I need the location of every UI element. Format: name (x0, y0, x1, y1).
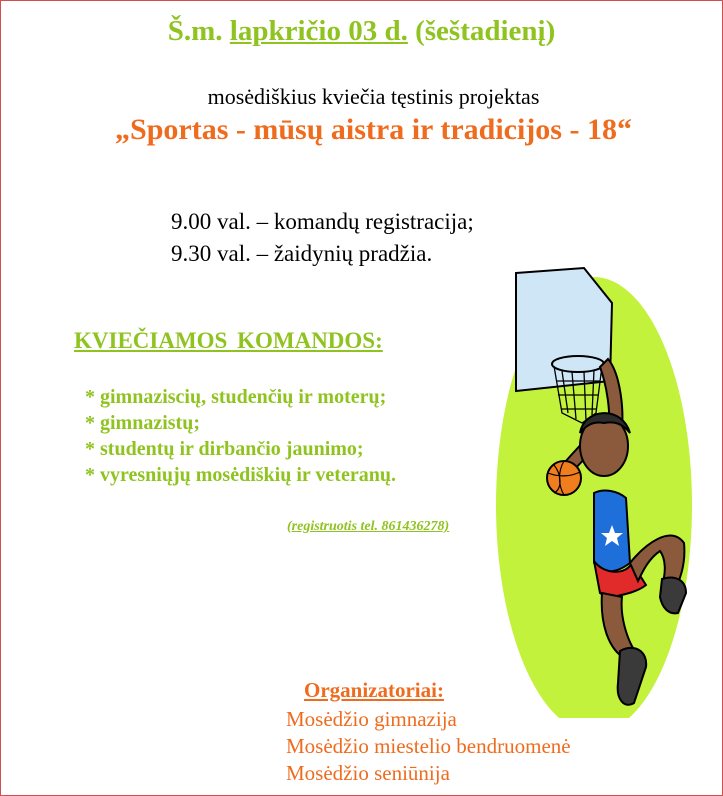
list-item: Mosėdžio miestelio bendruomenė (286, 734, 571, 758)
schedule (171, 206, 474, 270)
list-item: * vyresniųjų mosėdiškių ir veteranų. (85, 464, 396, 486)
basketball-player-illustration (496, 263, 706, 718)
list-item: Mosėdžio seniūnija (286, 761, 450, 785)
list-item: Mosėdžio gimnazija (286, 707, 457, 731)
backboard-shape (516, 268, 612, 391)
teams-list (85, 384, 396, 488)
basketball-shape (547, 461, 581, 495)
list-item: * gimnaziscių, studenčių ir moterų; (85, 386, 387, 408)
date-day: (šeštadienį) (415, 15, 556, 47)
date-prefix: Š.m. (167, 15, 223, 47)
list-item: * studentų ir dirbančio jaunimo; (85, 438, 364, 460)
list-item: * gimnazistų; (85, 412, 200, 434)
organizers-list (286, 706, 571, 787)
date-main: lapkričio 03 d. (229, 15, 408, 47)
registration-note: (registruotis tel. 861436278) (287, 519, 450, 534)
intro-text: mosėdiškius kviečia tęstinis projektas (207, 84, 540, 109)
teams-heading: KVIEČIAMOS KOMANDOS: (74, 328, 383, 353)
shoe-shape (660, 578, 686, 614)
organizers-heading: Organizatoriai: (304, 678, 444, 702)
event-date (1, 15, 722, 48)
schedule-item: 9.30 val. – žaidynių pradžia. (171, 241, 433, 266)
project-title: „Sportas - mūsų aistra ir tradicijos - 18“ (115, 113, 632, 146)
schedule-item: 9.00 val. – komandų registracija; (171, 209, 474, 234)
